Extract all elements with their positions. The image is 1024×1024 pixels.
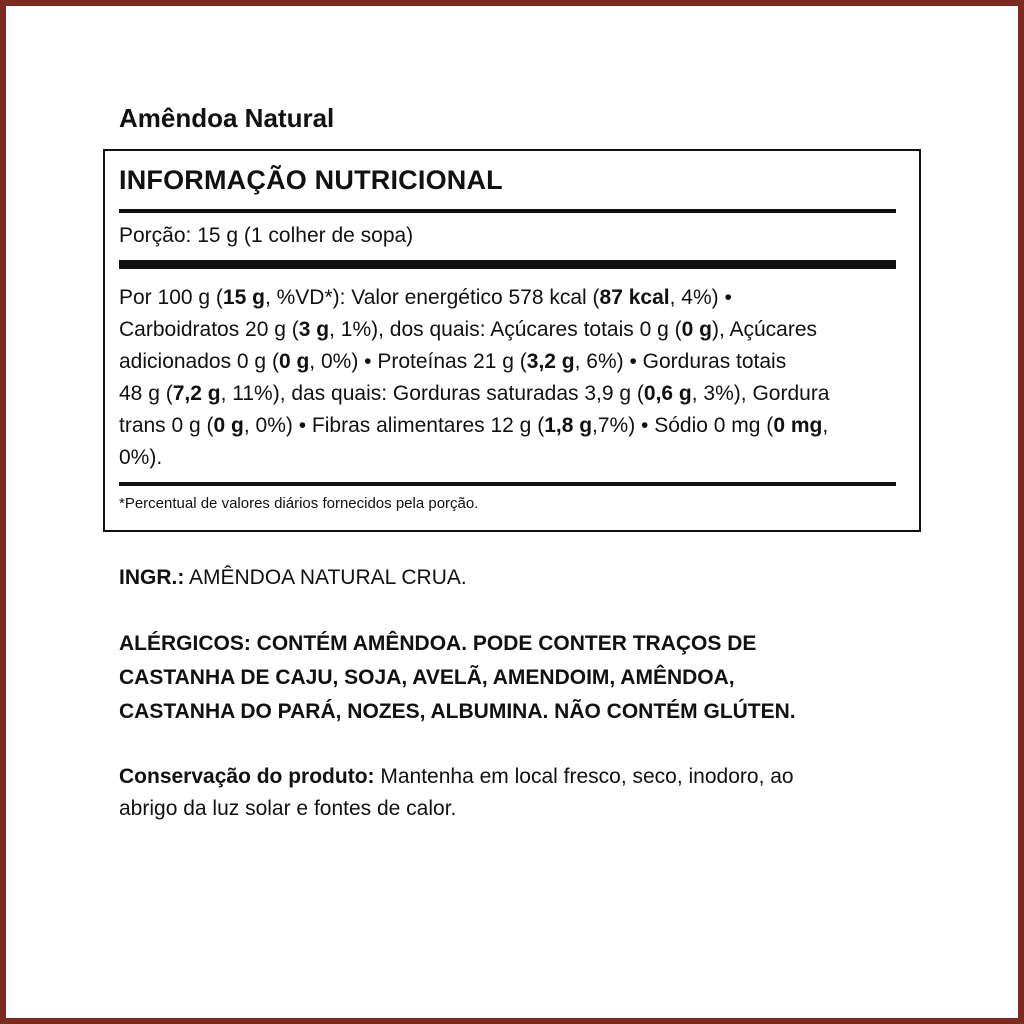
portion-size: Porção: 15 g (1 colher de sopa) <box>119 224 414 247</box>
dv-footnote: *Percentual de valores diários fornecidos pela porção. <box>119 495 479 512</box>
nutrient-portion-value: 87 kcal <box>599 286 670 309</box>
nutrient-text: , 11%), das quais: Gorduras saturadas 3,9 g ( <box>220 382 644 405</box>
nutrient-portion-value: 0 g <box>213 414 244 437</box>
nutrient-line <box>119 442 903 474</box>
allergens-line: CASTANHA DE CAJU, SOJA, AVELÃ, AMENDOIM, AMÊNDOA, <box>119 666 735 689</box>
nutrient-text: Carboidratos 20 g ( <box>119 318 299 341</box>
conservation-label: Conservação do produto: <box>119 765 375 788</box>
nutrient-text: trans 0 g ( <box>119 414 214 437</box>
allergens-line: ALÉRGICOS: CONTÉM AMÊNDOA. PODE CONTER TRAÇOS DE <box>119 632 757 655</box>
nutrient-portion-value: 3 g <box>298 318 330 341</box>
nutrient-text: , 6%) • Gorduras totais <box>574 350 787 373</box>
nutrient-text: , 0%) • Fibras alimentares 12 g ( <box>243 414 545 437</box>
nutrient-text: 0%). <box>119 446 163 469</box>
nutrition-heading: INFORMAÇÃO NUTRICIONAL <box>119 165 503 195</box>
nutrient-text: , 1%), dos quais: Açúcares totais 0 g ( <box>329 318 682 341</box>
nutrient-portion-value: 1,8 g <box>544 414 593 437</box>
conservation-line: abrigo da luz solar e fontes de calor. <box>119 797 457 820</box>
nutrient-portion-value: 7,2 g <box>172 382 221 405</box>
allergens-line: CASTANHA DO PARÁ, NOZES, ALBUMINA. NÃO CONTÉM GLÚTEN. <box>119 700 796 723</box>
nutrient-portion-value: 0,6 g <box>643 382 692 405</box>
conservation-text: Mantenha em local fresco, seco, inodoro, ao <box>374 765 794 788</box>
nutrient-portion-value: 0 g <box>278 350 310 373</box>
divider-footnote <box>119 482 896 486</box>
nutrient-portion-value: 0 mg <box>773 414 823 437</box>
product-title: Amêndoa Natural <box>119 103 335 133</box>
nutrient-text: adicionados 0 g ( <box>119 350 279 373</box>
nutrition-facts-table <box>103 149 921 532</box>
nutrient-text: , %VD*): Valor energético 578 kcal ( <box>264 286 600 309</box>
nutrient-text: ), Açúcares <box>711 318 818 341</box>
nutrient-line <box>119 410 903 442</box>
nutrient-portion-value: 3,2 g <box>526 350 575 373</box>
conservation-line <box>119 761 794 793</box>
nutrient-text: Por 100 g ( <box>119 286 223 309</box>
nutrient-line <box>119 378 903 410</box>
ingredients <box>119 563 467 593</box>
allergens-warning <box>119 627 796 729</box>
ingredients-text: AMÊNDOA NATURAL CRUA. <box>184 566 467 589</box>
nutrient-text: 48 g ( <box>119 382 173 405</box>
nutrient-text: ,7%) • Sódio 0 mg ( <box>592 414 774 437</box>
conservation-instructions <box>119 761 794 825</box>
nutrient-text: , 4%) • <box>669 286 732 309</box>
nutrient-portion-value: 15 g <box>222 286 265 309</box>
nutrient-text: , 0%) • Proteínas 21 g ( <box>309 350 527 373</box>
nutrient-line <box>119 346 903 378</box>
nutrient-portion-value: 0 g <box>681 318 712 341</box>
nutrient-text: , 3%), Gordura <box>691 382 830 405</box>
divider-thin <box>119 209 896 213</box>
nutrient-values-text <box>119 282 903 474</box>
nutrient-line <box>119 282 903 314</box>
nutrient-text: , <box>822 414 829 437</box>
divider-thick <box>119 260 896 269</box>
ingredients-label: INGR.: <box>119 566 185 589</box>
nutrient-line <box>119 314 903 346</box>
